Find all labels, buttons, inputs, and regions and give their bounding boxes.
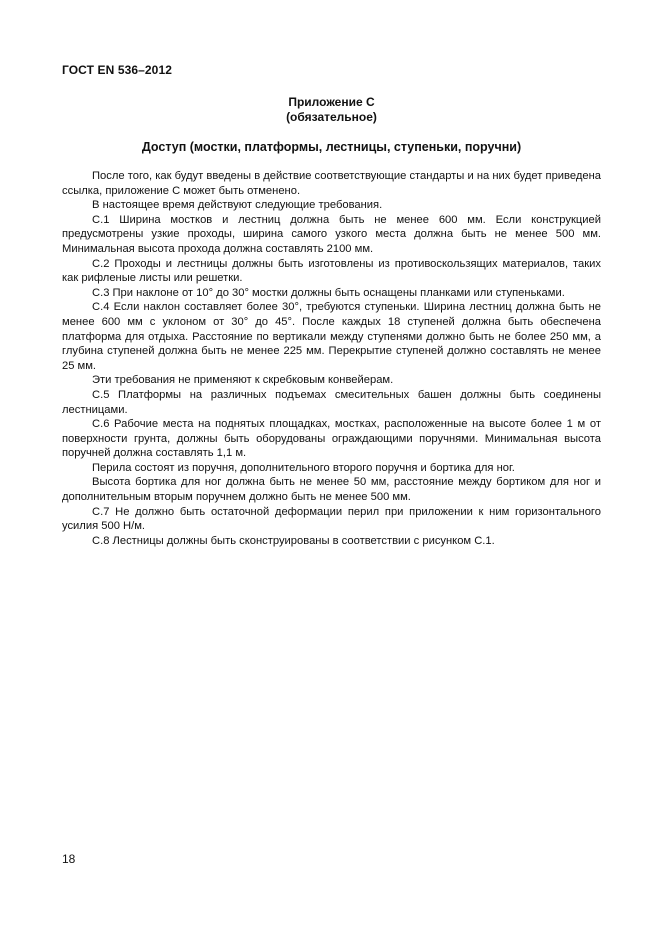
annex-title: Приложение С: [288, 95, 375, 109]
paragraph: Перила состоят из поручня, дополнительного второго поручня и бортика для ног.: [92, 461, 515, 474]
body-text: [62, 169, 601, 548]
document-header-code: ГОСТ EN 536–2012: [62, 63, 173, 77]
paragraph: С.7 Не должно быть остаточной деформации перил при приложении к ним горизонтального усилия 500 Н/м.: [62, 505, 601, 533]
paragraph: С.5 Платформы на различных подъемах смесительных башен должны быть соединены лестницами.: [62, 388, 601, 416]
page-number: 18: [62, 852, 76, 866]
annex-title-block: [0, 95, 661, 125]
annex-status: (обязательное): [286, 110, 377, 124]
paragraph: Высота бортика для ног должна быть не менее 50 мм, расстояние между бортиком для ног и дополнительным вторым поручнем должно быть не менее 500 мм.: [62, 476, 601, 504]
paragraph: С.4 Если наклон составляет более 30°, требуются ступеньки. Ширина лестниц должна быть не менее 600 мм с уклоном от 30° до 45°. После каждых 18 ступеней должна быть обеспечена платформа для отдыха. Расстояние по вертикали между ступенями должно быть не более 250 мм, а глубина ступеней должна быть не менее 225 мм. Перекрытие ступеней должно составлять не менее 25 мм.: [62, 301, 601, 372]
paragraph: С.2 Проходы и лестницы должны быть изготовлены из противоскользящих материалов, таких как рифленые листы или решетки.: [62, 257, 601, 285]
paragraph: С.6 Рабочие места на поднятых площадках, мостках, расположенные на высоте более 1 м от поверхности грунта, должны быть оборудованы ограждающими поручнями. Минимальная высота поручней должна составлять 1,1 м.: [62, 418, 601, 460]
paragraph: С.8 Лестницы должны быть сконструированы в соответствии с рисунком С.1.: [92, 534, 495, 547]
paragraph: После того, как будут введены в действие соответствующие стандарты и на них будет приведена ссылка, приложение С может быть отменено.: [62, 170, 601, 197]
section-heading: Доступ (мостки, платформы, лестницы, ступеньки, поручни): [141, 140, 522, 154]
paragraph: В настоящее время действуют следующие требования.: [92, 199, 383, 212]
paragraph: С.1 Ширина мостков и лестниц должна быть не менее 600 мм. Если конструкцией предусмотрены узкие проходы, ширина самого узкого места должна быть не менее 500 мм. Минимальная высота прохода должна составлять 2100 мм.: [62, 213, 601, 255]
paragraph: С.3 При наклоне от 10° до 30° мостки должны быть оснащены планками или ступеньками.: [92, 286, 565, 299]
paragraph: Эти требования не применяют к скребковым конвейерам.: [92, 374, 394, 387]
